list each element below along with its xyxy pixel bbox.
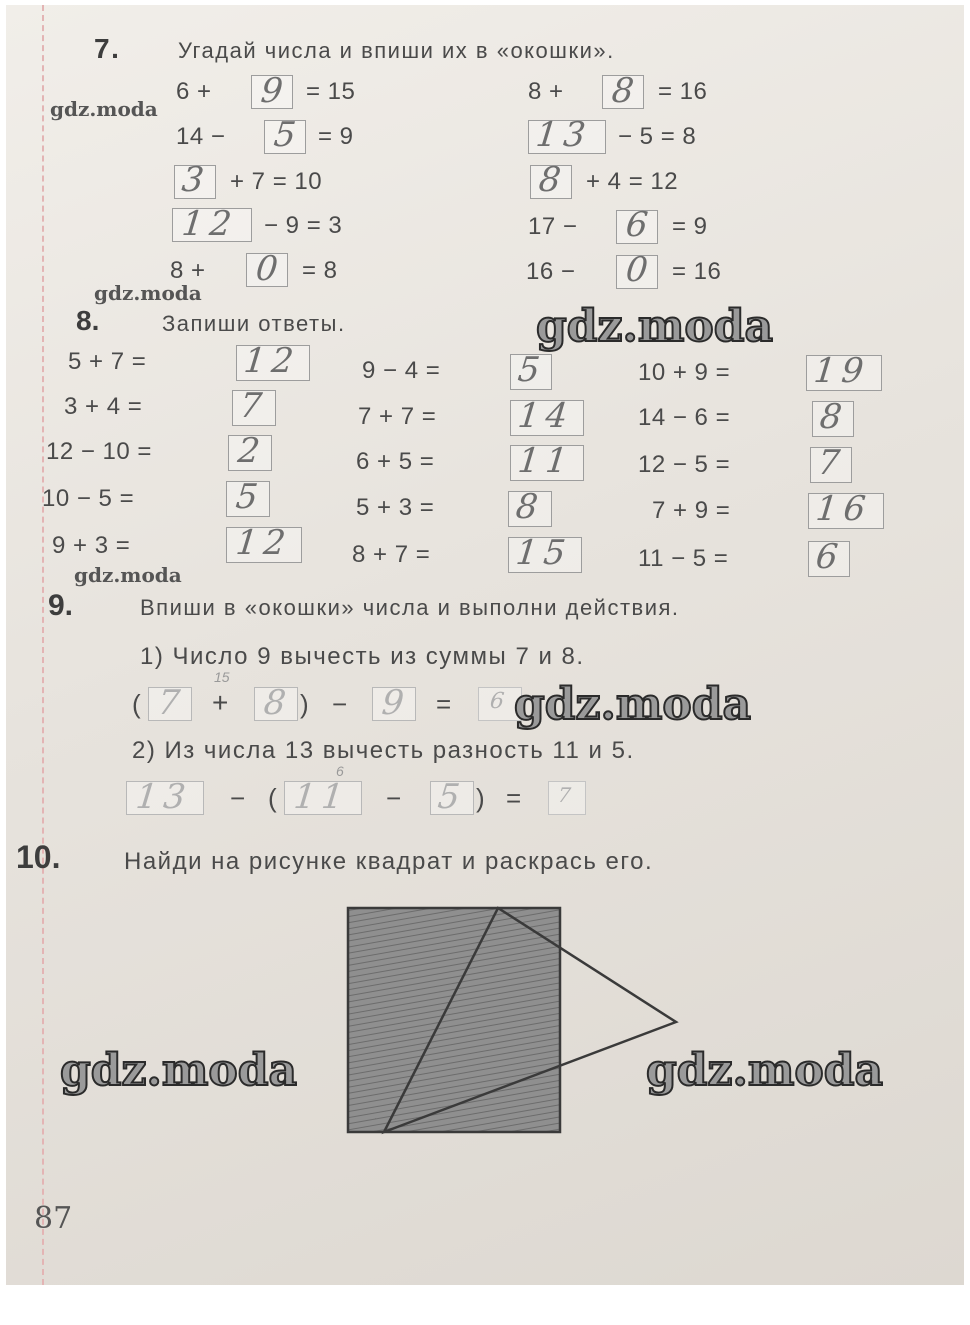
- ex8-c1-2-ans: 7: [237, 386, 270, 426]
- ex8-c1-1-ans: 12: [241, 341, 302, 381]
- ex8-c3-3-e: 12 − 5 =: [638, 451, 731, 478]
- ex8-c2-4-ans: 8: [513, 487, 546, 527]
- ex8-c1-4-ans: 5: [233, 477, 266, 517]
- ex9-r1-d: 6: [488, 689, 512, 714]
- ex9-r1-b: 8: [261, 683, 294, 723]
- ex9-task2: 2) Из числа 13 вычесть разность 11 и 5.: [132, 737, 635, 764]
- ex8-c1-4-e: 10 − 5 =: [42, 485, 135, 512]
- watermark: gdz.moda: [514, 679, 752, 730]
- ex7-right-5-a: 16 −: [526, 258, 576, 285]
- ex9-r2-c: 5: [435, 777, 468, 817]
- ex7-right-3-b: + 4 = 12: [586, 168, 679, 195]
- ex8-c3-5-e: 11 − 5 =: [638, 545, 729, 572]
- minus-sign: −: [332, 689, 348, 719]
- watermark: gdz.moda: [50, 97, 158, 121]
- ex7-left-4-b: − 9 = 3: [264, 212, 343, 239]
- margin-line: [42, 5, 44, 1285]
- ex8-c2-3-ans: 11: [515, 441, 576, 481]
- ex8-c2-4-e: 5 + 3 =: [356, 494, 435, 521]
- watermark: gdz.moda: [74, 563, 182, 587]
- ex7-left-5-a: 8 +: [170, 257, 206, 284]
- ex7-title: Угадай числа и впиши их в «окошки».: [178, 38, 615, 63]
- ex9-title: Впиши в «окошки» числа и выполни действия.: [140, 595, 680, 620]
- ex8-c1-3-ans: 2: [235, 431, 268, 471]
- ex8-c2-2-ans: 14: [515, 396, 576, 436]
- ex8-c3-2-ans: 8: [817, 397, 850, 437]
- ex9-r2-b: 11: [291, 777, 352, 817]
- ex8-c3-2-e: 14 − 6 =: [638, 404, 731, 431]
- ex8-c1-5-ans: 12: [233, 523, 294, 563]
- ex8-c2-2-e: 7 + 7 =: [358, 403, 437, 430]
- ex8-c1-1-e: 5 + 7 =: [68, 348, 147, 375]
- ex9-task1: 1) Число 9 вычесть из суммы 7 и 8.: [140, 643, 585, 670]
- paren-close: ): [300, 689, 309, 719]
- ex9-number: 9.: [48, 589, 74, 622]
- ex8-c1-3-e: 12 − 10 =: [46, 438, 152, 465]
- equals-sign: =: [436, 689, 452, 719]
- ex8-c3-1-ans: 19: [811, 351, 872, 391]
- ex7-right-5-ans: 0: [623, 250, 656, 290]
- ex8-c2-5-ans: 15: [513, 533, 574, 573]
- ex7-left-1-ans: 9: [258, 71, 291, 111]
- ex7-left-5-ans: 0: [253, 249, 286, 289]
- ex8-c3-4-ans: 16: [813, 489, 874, 529]
- colored-square: [348, 908, 560, 1132]
- ex8-c3-4-e: 7 + 9 =: [652, 497, 731, 524]
- ex8-c2-1-ans: 5: [515, 350, 548, 390]
- ex8-number: 8.: [76, 305, 100, 336]
- ex7-right-4-ans: 6: [623, 205, 656, 245]
- ex7-left-4-ans: 12: [179, 204, 240, 244]
- minus-sign: −: [386, 783, 402, 813]
- ex7-right-1-a: 8 +: [528, 78, 564, 105]
- plus-sign: +: [212, 687, 229, 718]
- ex8-c3-5-ans: 6: [813, 537, 846, 577]
- ex8-c3-1-e: 10 + 9 =: [638, 359, 731, 386]
- ex7-right-1-b: = 16: [658, 78, 708, 105]
- square-figure: [336, 900, 686, 1145]
- ex9-r1-c: 9: [379, 683, 412, 723]
- page-photo: [6, 5, 964, 1285]
- ex10-number: 10.: [16, 839, 61, 875]
- paren-close: ): [476, 783, 485, 813]
- equals-sign: =: [506, 783, 522, 813]
- watermark: gdz.moda: [94, 281, 202, 305]
- ex8-c1-5-e: 9 + 3 =: [52, 532, 131, 559]
- minus-sign: −: [230, 783, 246, 813]
- ex8-title: Запиши ответы.: [162, 311, 346, 336]
- ex7-right-4-b: = 9: [672, 213, 708, 240]
- ex7-right-5-b: = 16: [672, 258, 722, 285]
- paren-open: (: [132, 689, 141, 719]
- ex9-r1-note: 15: [214, 669, 230, 685]
- ex7-left-2-b: = 9: [318, 123, 354, 150]
- ex9-r2-note: 6: [336, 763, 344, 779]
- ex7-left-1-b: = 15: [306, 78, 356, 105]
- ex7-left-2-ans: 5: [271, 115, 304, 155]
- ex7-left-3-b: + 7 = 10: [230, 168, 323, 195]
- ex7-right-2-b: − 5 = 8: [618, 123, 697, 150]
- ex8-c3-3-ans: 7: [815, 443, 848, 483]
- ex7-left-2-a: 14 −: [176, 123, 226, 150]
- ex7-number: 7.: [94, 33, 121, 64]
- ex7-right-3-ans: 8: [536, 160, 569, 200]
- watermark: gdz.moda: [646, 1045, 884, 1096]
- ex7-right-2-ans: 13: [533, 115, 594, 155]
- watermark: gdz.moda: [536, 301, 774, 352]
- paren-open: (: [268, 783, 277, 813]
- watermark: gdz.moda: [60, 1045, 298, 1096]
- ex7-left-1-a: 6 +: [176, 78, 212, 105]
- ex7-right-4-a: 17 −: [528, 213, 578, 240]
- ex9-r2-d: 7: [556, 783, 578, 807]
- ex7-left-3-ans: 3: [179, 160, 212, 200]
- ex8-c2-5-e: 8 + 7 =: [352, 541, 431, 568]
- ex9-r1-a: 7: [155, 683, 188, 723]
- page-number: 87: [34, 1201, 73, 1236]
- ex9-r2-a: 13: [133, 777, 194, 817]
- ex8-c2-3-e: 6 + 5 =: [356, 448, 435, 475]
- ex8-c1-2-e: 3 + 4 =: [64, 393, 143, 420]
- ex7-right-1-ans: 8: [609, 71, 642, 111]
- ex7-left-5-b: = 8: [302, 257, 338, 284]
- ex10-title: Найди на рисунке квадрат и раскрась его.: [124, 848, 654, 875]
- ex8-c2-1-e: 9 − 4 =: [362, 357, 441, 384]
